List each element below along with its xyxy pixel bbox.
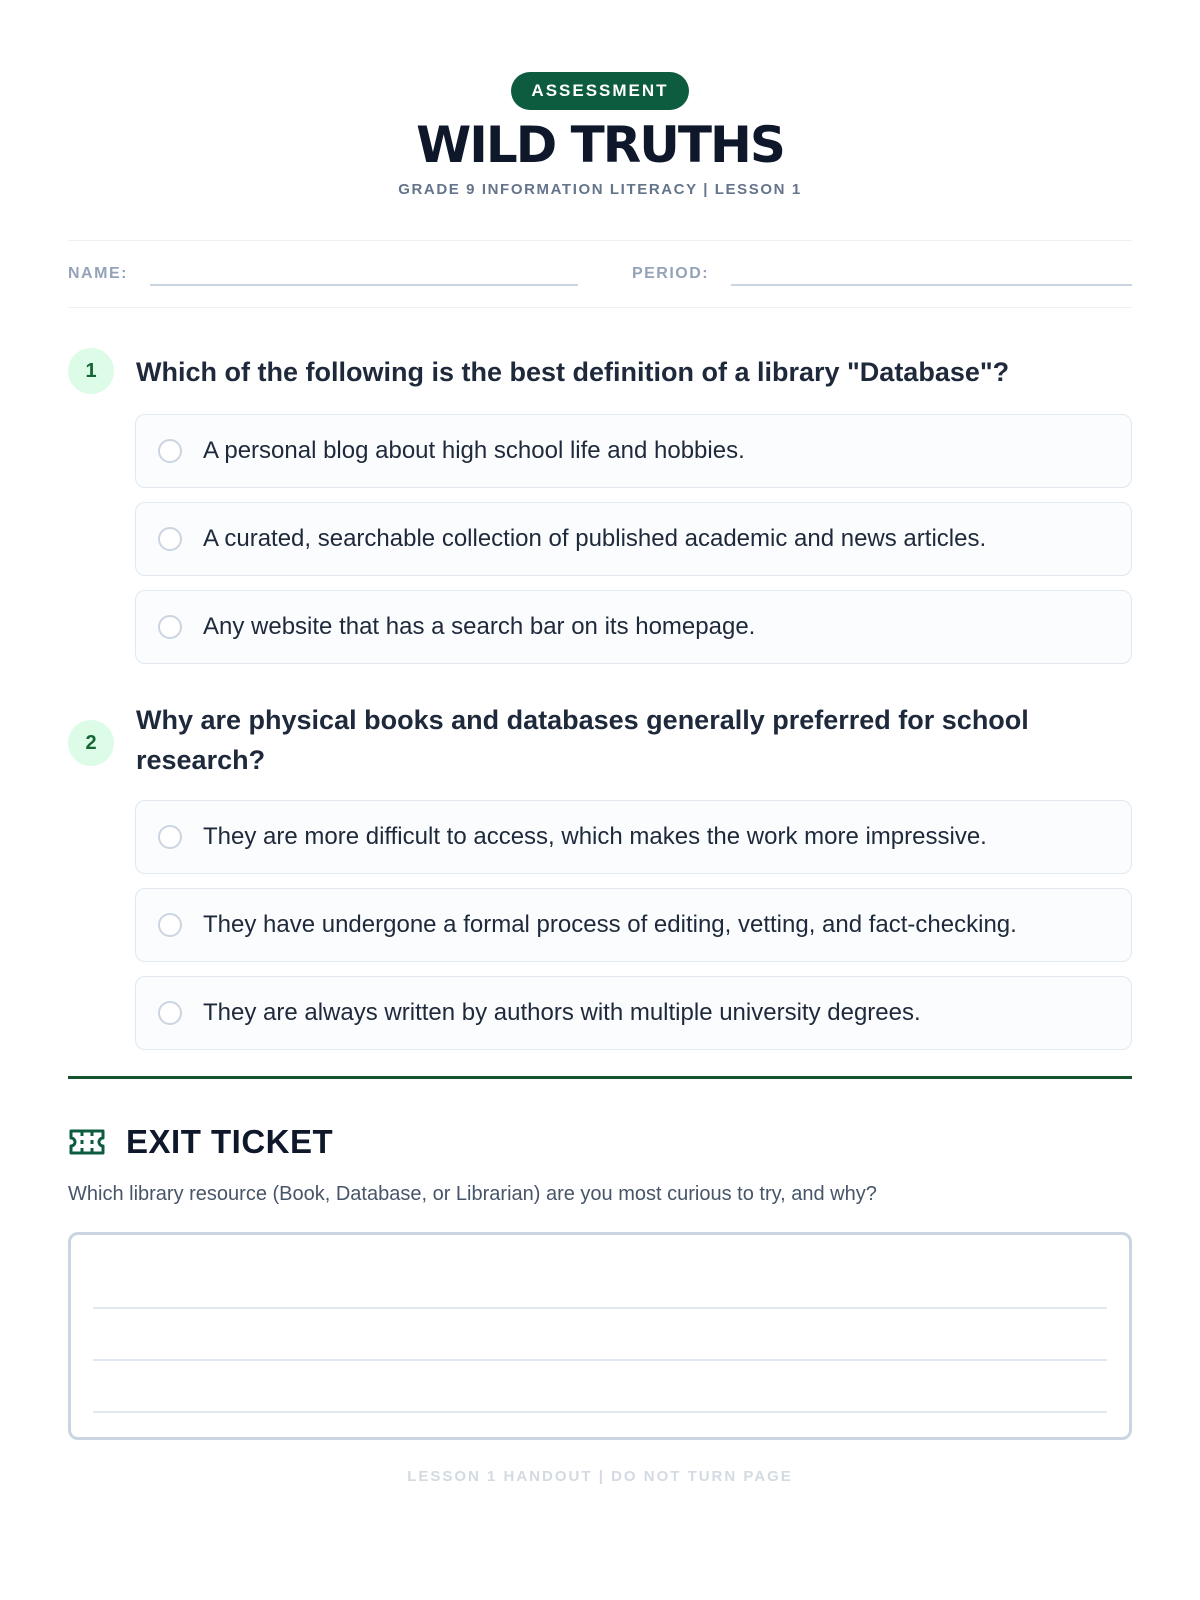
header	[68, 0, 1132, 200]
exit-ticket-title: EXIT TICKET	[126, 1123, 334, 1160]
student-info-row	[68, 240, 1132, 308]
page-subtitle: GRADE 9 INFORMATION LITERACY | LESSON 1	[398, 181, 802, 198]
radio-button[interactable]	[158, 913, 182, 937]
exit-ticket-answer-box[interactable]	[68, 1232, 1132, 1440]
exit-ticket-prompt: Which library resource (Book, Database, or Librarian) are you most curious to try, and why?	[68, 1183, 877, 1205]
answer-options	[135, 414, 1132, 664]
question-text: Why are physical books and databases generally preferred for school research?	[136, 705, 1029, 775]
option-label: Any website that has a search bar on its homepage.	[203, 613, 756, 640]
option-label: A curated, searchable collection of published academic and news articles.	[203, 525, 987, 552]
answer-option[interactable]	[135, 590, 1132, 664]
option-label: They have undergone a formal process of editing, vetting, and fact-checking.	[203, 911, 1017, 938]
question-2	[68, 700, 1132, 1050]
radio-button[interactable]	[158, 1001, 182, 1025]
radio-button[interactable]	[158, 825, 182, 849]
page-title: WILD TRUTHS	[416, 116, 784, 174]
question-number: 1	[68, 348, 114, 394]
name-field[interactable]	[150, 262, 578, 286]
answer-option[interactable]	[135, 414, 1132, 488]
answer-options	[135, 800, 1132, 1050]
radio-button[interactable]	[158, 527, 182, 551]
writing-line	[93, 1359, 1107, 1361]
period-label: PERIOD:	[631, 265, 710, 282]
answer-option[interactable]	[135, 976, 1132, 1050]
answer-option[interactable]	[135, 888, 1132, 962]
page-footer: LESSON 1 HANDOUT | DO NOT TURN PAGE	[407, 1468, 793, 1485]
question-1	[68, 348, 1132, 664]
answer-option[interactable]	[135, 502, 1132, 576]
question-text: Which of the following is the best definition of a library "Database"?	[136, 357, 1010, 387]
option-label: They are always written by authors with multiple university degrees.	[203, 999, 921, 1026]
writing-line	[93, 1307, 1107, 1309]
name-label: NAME:	[68, 265, 128, 282]
radio-button[interactable]	[158, 615, 182, 639]
option-label: They are more difficult to access, which makes the work more impressive.	[203, 823, 987, 850]
writing-line	[93, 1411, 1107, 1413]
ticket-icon	[68, 1127, 106, 1157]
question-number: 2	[68, 720, 114, 766]
option-label: A personal blog about high school life and hobbies.	[203, 437, 745, 464]
radio-button[interactable]	[158, 439, 182, 463]
assessment-badge: ASSESSMENT	[511, 72, 688, 110]
section-divider	[68, 1076, 1132, 1079]
answer-option[interactable]	[135, 800, 1132, 874]
exit-ticket-header	[68, 1123, 1132, 1161]
period-field[interactable]	[731, 262, 1132, 286]
